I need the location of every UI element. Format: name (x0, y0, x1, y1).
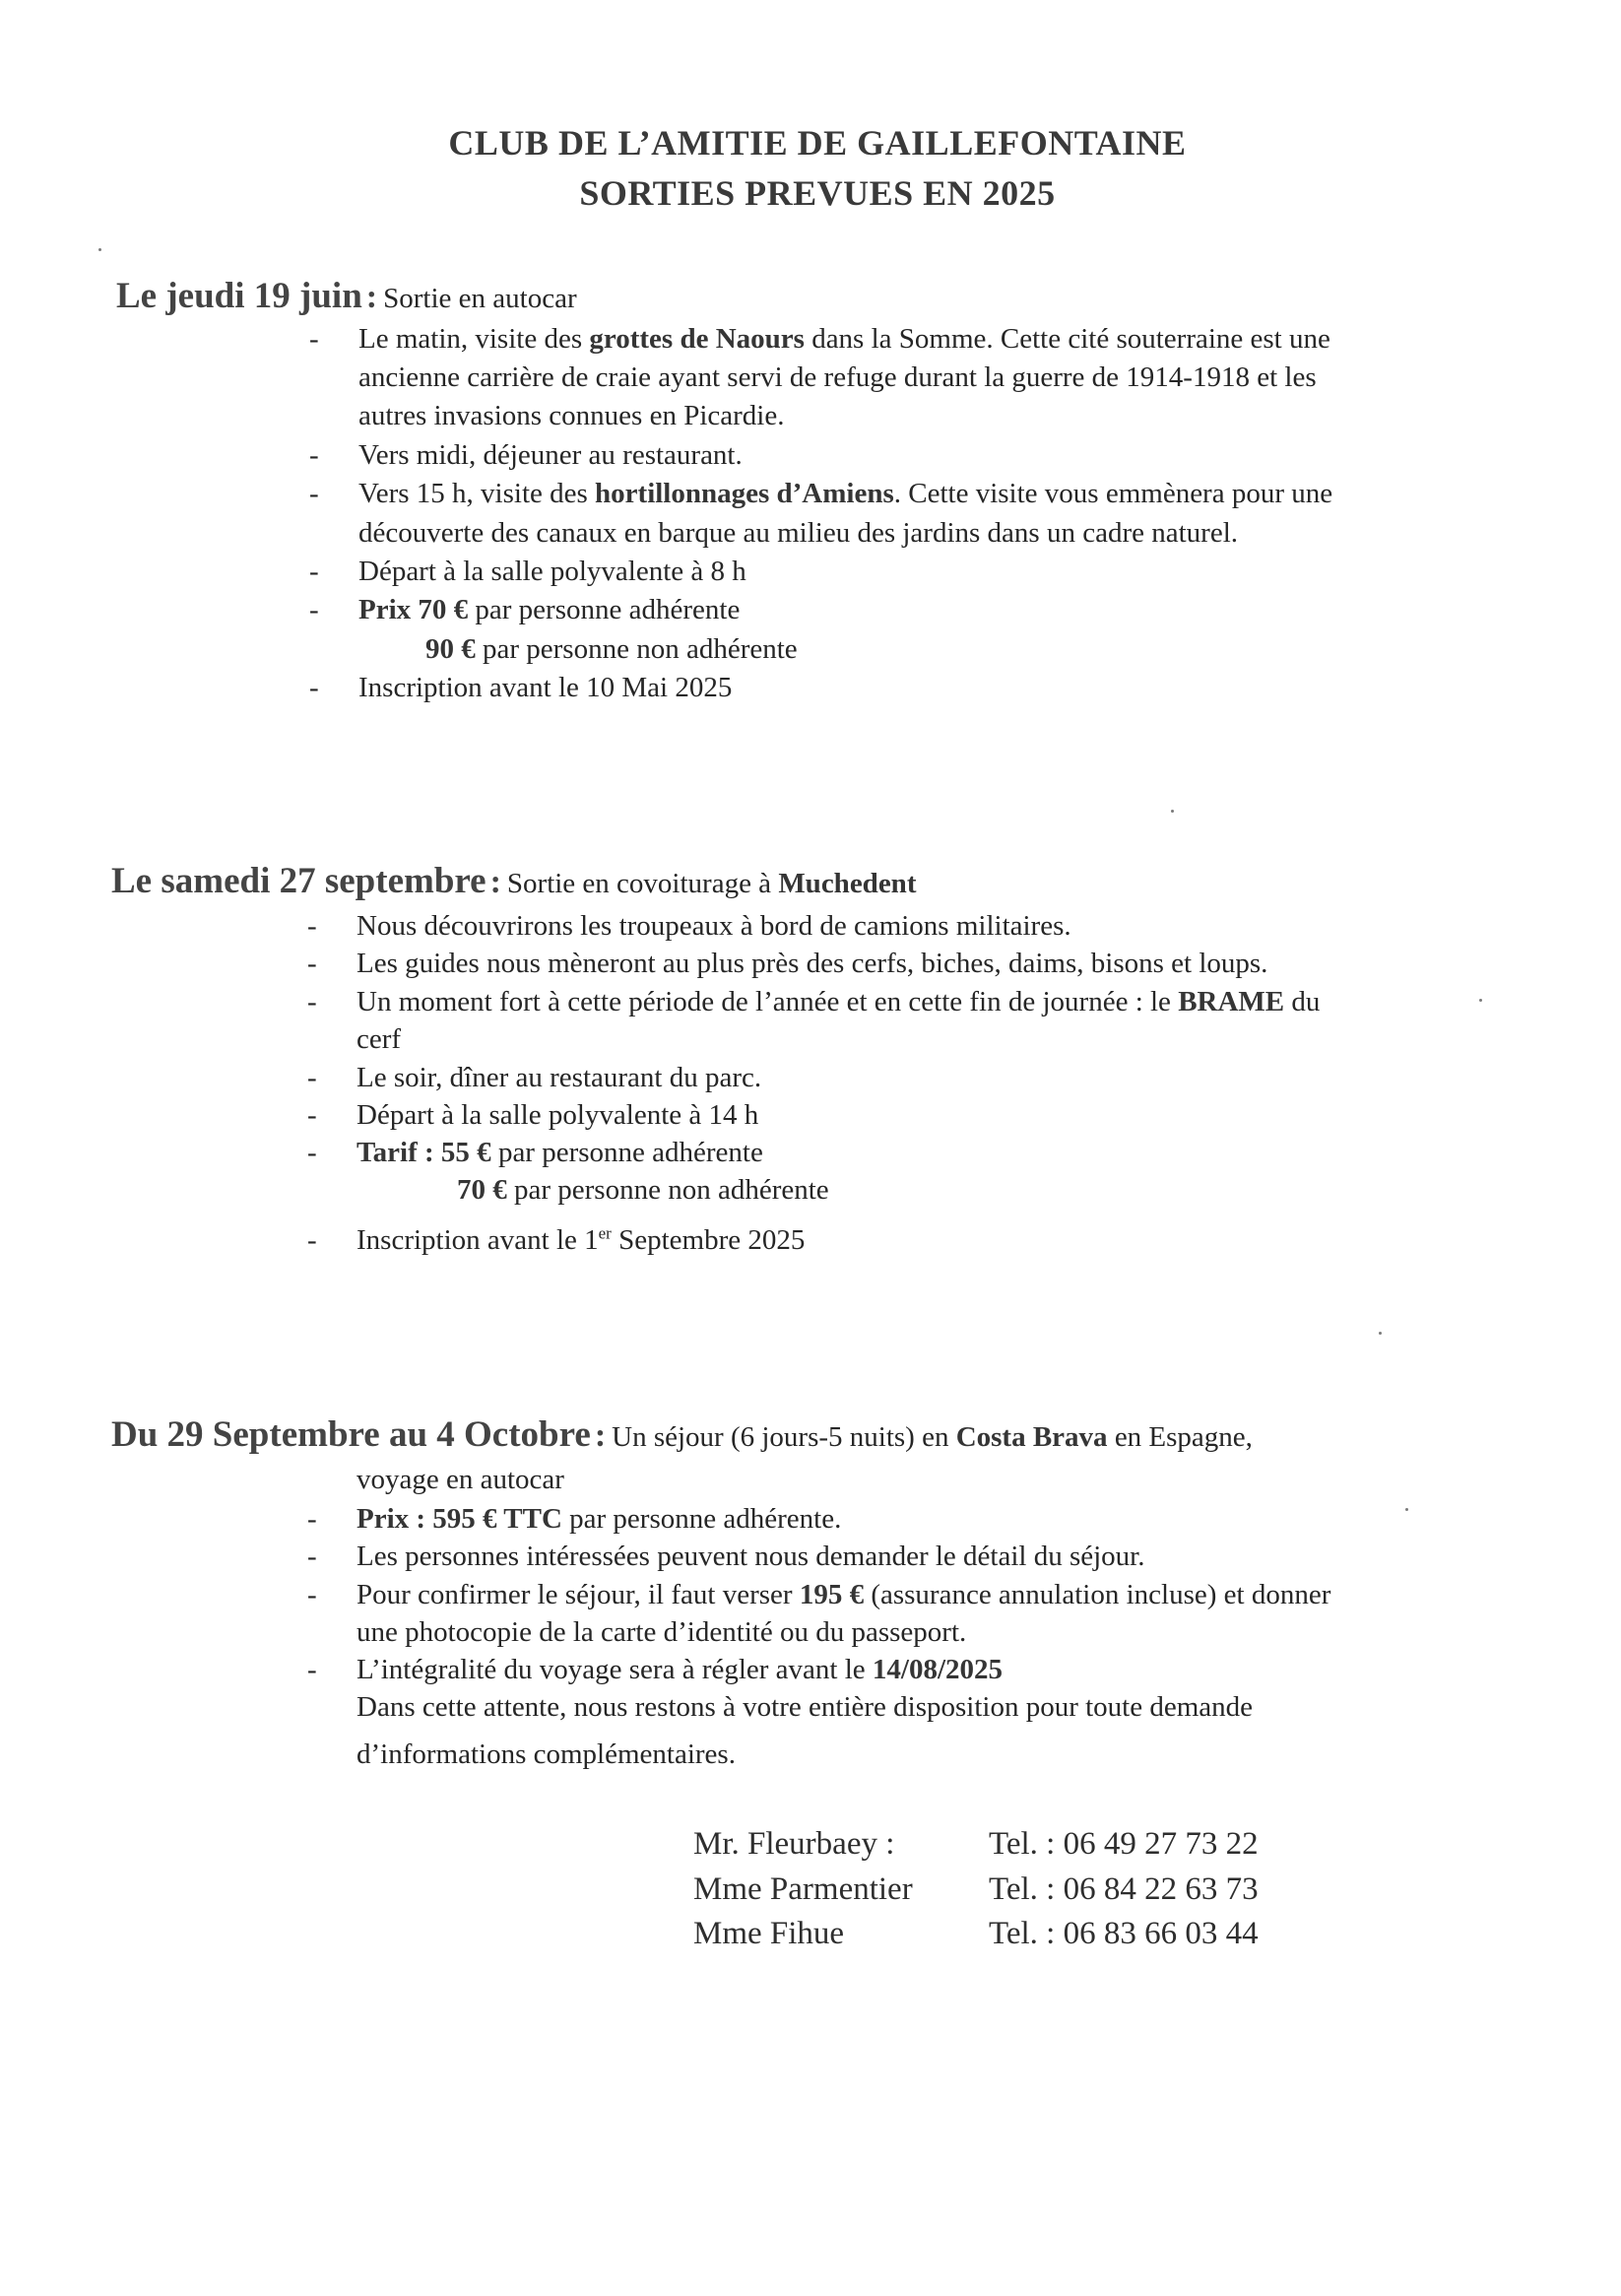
bullet-line (357, 1576, 1330, 1613)
section-intro: Un séjour (6 jours-5 nuits) en (612, 1421, 949, 1453)
bullet-text: Le soir, dîner au restaurant du parc. (357, 1062, 762, 1093)
bullet-line (357, 1500, 841, 1538)
bullet-emphasis: hortillonnages d’Amiens (595, 478, 894, 509)
bullet-line (357, 1651, 1003, 1688)
bullet-emphasis: grottes de Naours (589, 323, 805, 355)
bullet-emphasis: Prix 70 € (358, 594, 469, 625)
bullet-text: par personne non adhérente (506, 1174, 829, 1206)
club-title: CLUB DE L’AMITIE DE GAILLEFONTAINE (448, 123, 1187, 163)
bullet-text: Inscription avant le 1 (357, 1224, 599, 1256)
bullet-line (358, 359, 1317, 396)
scan-speck (1379, 1332, 1382, 1335)
bullet-dash: - (307, 1541, 317, 1572)
bullet-text: Le matin, visite des (358, 323, 590, 355)
scan-speck (98, 248, 101, 251)
section-date: Du 29 Septembre au 4 Octobre (111, 1414, 591, 1455)
bullet-text: par personne adhérente (490, 1137, 763, 1168)
bullet-line (357, 1020, 401, 1058)
bullet-text: par personne adhérente (468, 594, 741, 625)
section-intro: Sortie en covoiturage à (506, 868, 772, 899)
section-intro: Sortie en autocar (383, 283, 577, 314)
bullet-line (357, 1538, 1145, 1575)
bullet-text: Les guides nous mèneront au plus près des cerfs, biches, daims, bisons et loups. (357, 948, 1268, 979)
bullet-text: Pour confirmer le séjour, il faut verser (357, 1579, 800, 1610)
bullet-text: découverte des canaux en barque au milieu des jardins dans un cadre naturel. (358, 517, 1238, 549)
heading-separator: : (365, 279, 378, 315)
bullet-dash: - (307, 986, 317, 1017)
bullet-dash: - (307, 1224, 317, 1256)
bullet-text: dans la Somme. Cette cité souterraine est une (804, 323, 1330, 355)
bullet-line (357, 1059, 761, 1096)
bullet-line (358, 514, 1238, 552)
scan-speck (1171, 810, 1174, 813)
bullet-line (425, 630, 798, 668)
closing-line: d’informations complémentaires. (357, 1738, 736, 1770)
bullet-line (357, 983, 1320, 1020)
bullet-dash: - (307, 1654, 317, 1685)
bullet-text: Nous découvrirons les troupeaux à bord de camions militaires. (357, 910, 1071, 942)
bullet-dash: - (307, 1579, 317, 1610)
bullet-line (357, 1221, 805, 1259)
section-intro-place: Muchedent (778, 868, 917, 899)
section-intro-line-2: voyage en autocar (357, 1464, 564, 1495)
section-date: Le samedi 27 septembre (111, 861, 486, 901)
bullet-line (357, 1134, 763, 1171)
bullet-dash: - (309, 556, 319, 587)
bullet-dash: - (309, 323, 319, 355)
bullet-line (358, 553, 746, 590)
bullet-emphasis: 90 € (425, 633, 476, 665)
section-date: Le jeudi 19 juin (116, 276, 362, 316)
section-heading-september (111, 860, 916, 902)
contact-name: Mr. Fleurbaey : (693, 1826, 895, 1862)
bullet-dash: - (307, 948, 317, 979)
bullet-text: (assurance annulation incluse) et donner (864, 1579, 1331, 1610)
bullet-text: ancienne carrière de craie ayant servi de refuge durant la guerre de 1914-1918 et les (358, 361, 1317, 393)
bullet-text: Départ à la salle polyvalente à 14 h (357, 1099, 759, 1131)
bullet-dash: - (307, 1503, 317, 1535)
bullet-emphasis: Prix : 595 € TTC (357, 1503, 562, 1535)
bullet-text: une photocopie de la carte d’identité ou du passeport. (357, 1616, 967, 1648)
section-intro-place: Costa Brava (955, 1421, 1108, 1453)
contact-name: Mme Parmentier (693, 1871, 913, 1907)
contact-name: Mme Fihue (693, 1916, 845, 1951)
bullet-dash: - (309, 478, 319, 509)
bullet-text: Départ à la salle polyvalente à 8 h (358, 556, 746, 587)
contact-phone: Tel. : 06 84 22 63 73 (989, 1871, 1259, 1907)
contact-phone: Tel. : 06 83 66 03 44 (989, 1916, 1259, 1951)
bullet-text: Inscription avant le 10 Mai 2025 (358, 672, 733, 703)
bullet-text: du (1284, 986, 1321, 1017)
bullet-emphasis: BRAME (1178, 986, 1285, 1017)
heading-separator: : (594, 1417, 607, 1454)
bullet-dash: - (307, 1137, 317, 1168)
bullet-line (358, 591, 740, 628)
outings-title: SORTIES PREVUES EN 2025 (579, 173, 1056, 213)
bullet-text: Septembre 2025 (611, 1224, 806, 1256)
bullet-text: cerf (357, 1023, 402, 1055)
bullet-dash: - (309, 672, 319, 703)
section-intro-tail: en Espagne, (1114, 1421, 1253, 1453)
contact-phone: Tel. : 06 49 27 73 22 (989, 1826, 1259, 1862)
bullet-dash: - (307, 910, 317, 942)
bullet-text: autres invasions connues en Picardie. (358, 400, 785, 431)
bullet-emphasis: 14/08/2025 (872, 1654, 1004, 1685)
bullet-line (357, 945, 1267, 982)
bullet-line (457, 1171, 829, 1209)
bullet-text: Un moment fort à cette période de l’année et en cette fin de journée : le (357, 986, 1179, 1017)
heading-separator: : (489, 864, 501, 900)
section-heading-trip (111, 1413, 1253, 1456)
bullet-line (357, 1096, 758, 1134)
closing-line: Dans cette attente, nous restons à votre entière disposition pour toute demande (357, 1691, 1254, 1723)
bullet-dash: - (309, 594, 319, 625)
bullet-text: Vers midi, déjeuner au restaurant. (358, 439, 743, 471)
bullet-line (358, 669, 732, 706)
bullet-text: Vers 15 h, visite des (358, 478, 596, 509)
contact-row (693, 1826, 1259, 1863)
bullet-text: Les personnes intéressées peuvent nous demander le détail du séjour. (357, 1541, 1145, 1572)
section-heading-june (116, 275, 577, 317)
bullet-line (358, 475, 1332, 512)
bullet-line (358, 436, 743, 474)
bullet-emphasis: 70 € (457, 1174, 507, 1206)
contact-row (693, 1916, 1259, 1952)
bullet-emphasis: Tarif : 55 € (357, 1137, 491, 1168)
bullet-text: er (598, 1223, 612, 1243)
bullet-text: par personne non adhérente (475, 633, 798, 665)
contact-row (693, 1871, 1259, 1908)
bullet-text: par personne adhérente. (561, 1503, 842, 1535)
bullet-line (357, 1613, 966, 1651)
bullet-text: L’intégralité du voyage sera à régler avant le (357, 1654, 873, 1685)
scan-speck (1479, 999, 1482, 1002)
bullet-emphasis: 195 € (799, 1579, 865, 1610)
bullet-line (358, 320, 1330, 358)
bullet-line (358, 397, 784, 434)
bullet-dash: - (307, 1062, 317, 1093)
bullet-text: . Cette visite vous emmènera pour une (893, 478, 1333, 509)
scan-speck (1405, 1508, 1408, 1511)
bullet-line (357, 907, 1071, 945)
bullet-dash: - (309, 439, 319, 471)
bullet-dash: - (307, 1099, 317, 1131)
